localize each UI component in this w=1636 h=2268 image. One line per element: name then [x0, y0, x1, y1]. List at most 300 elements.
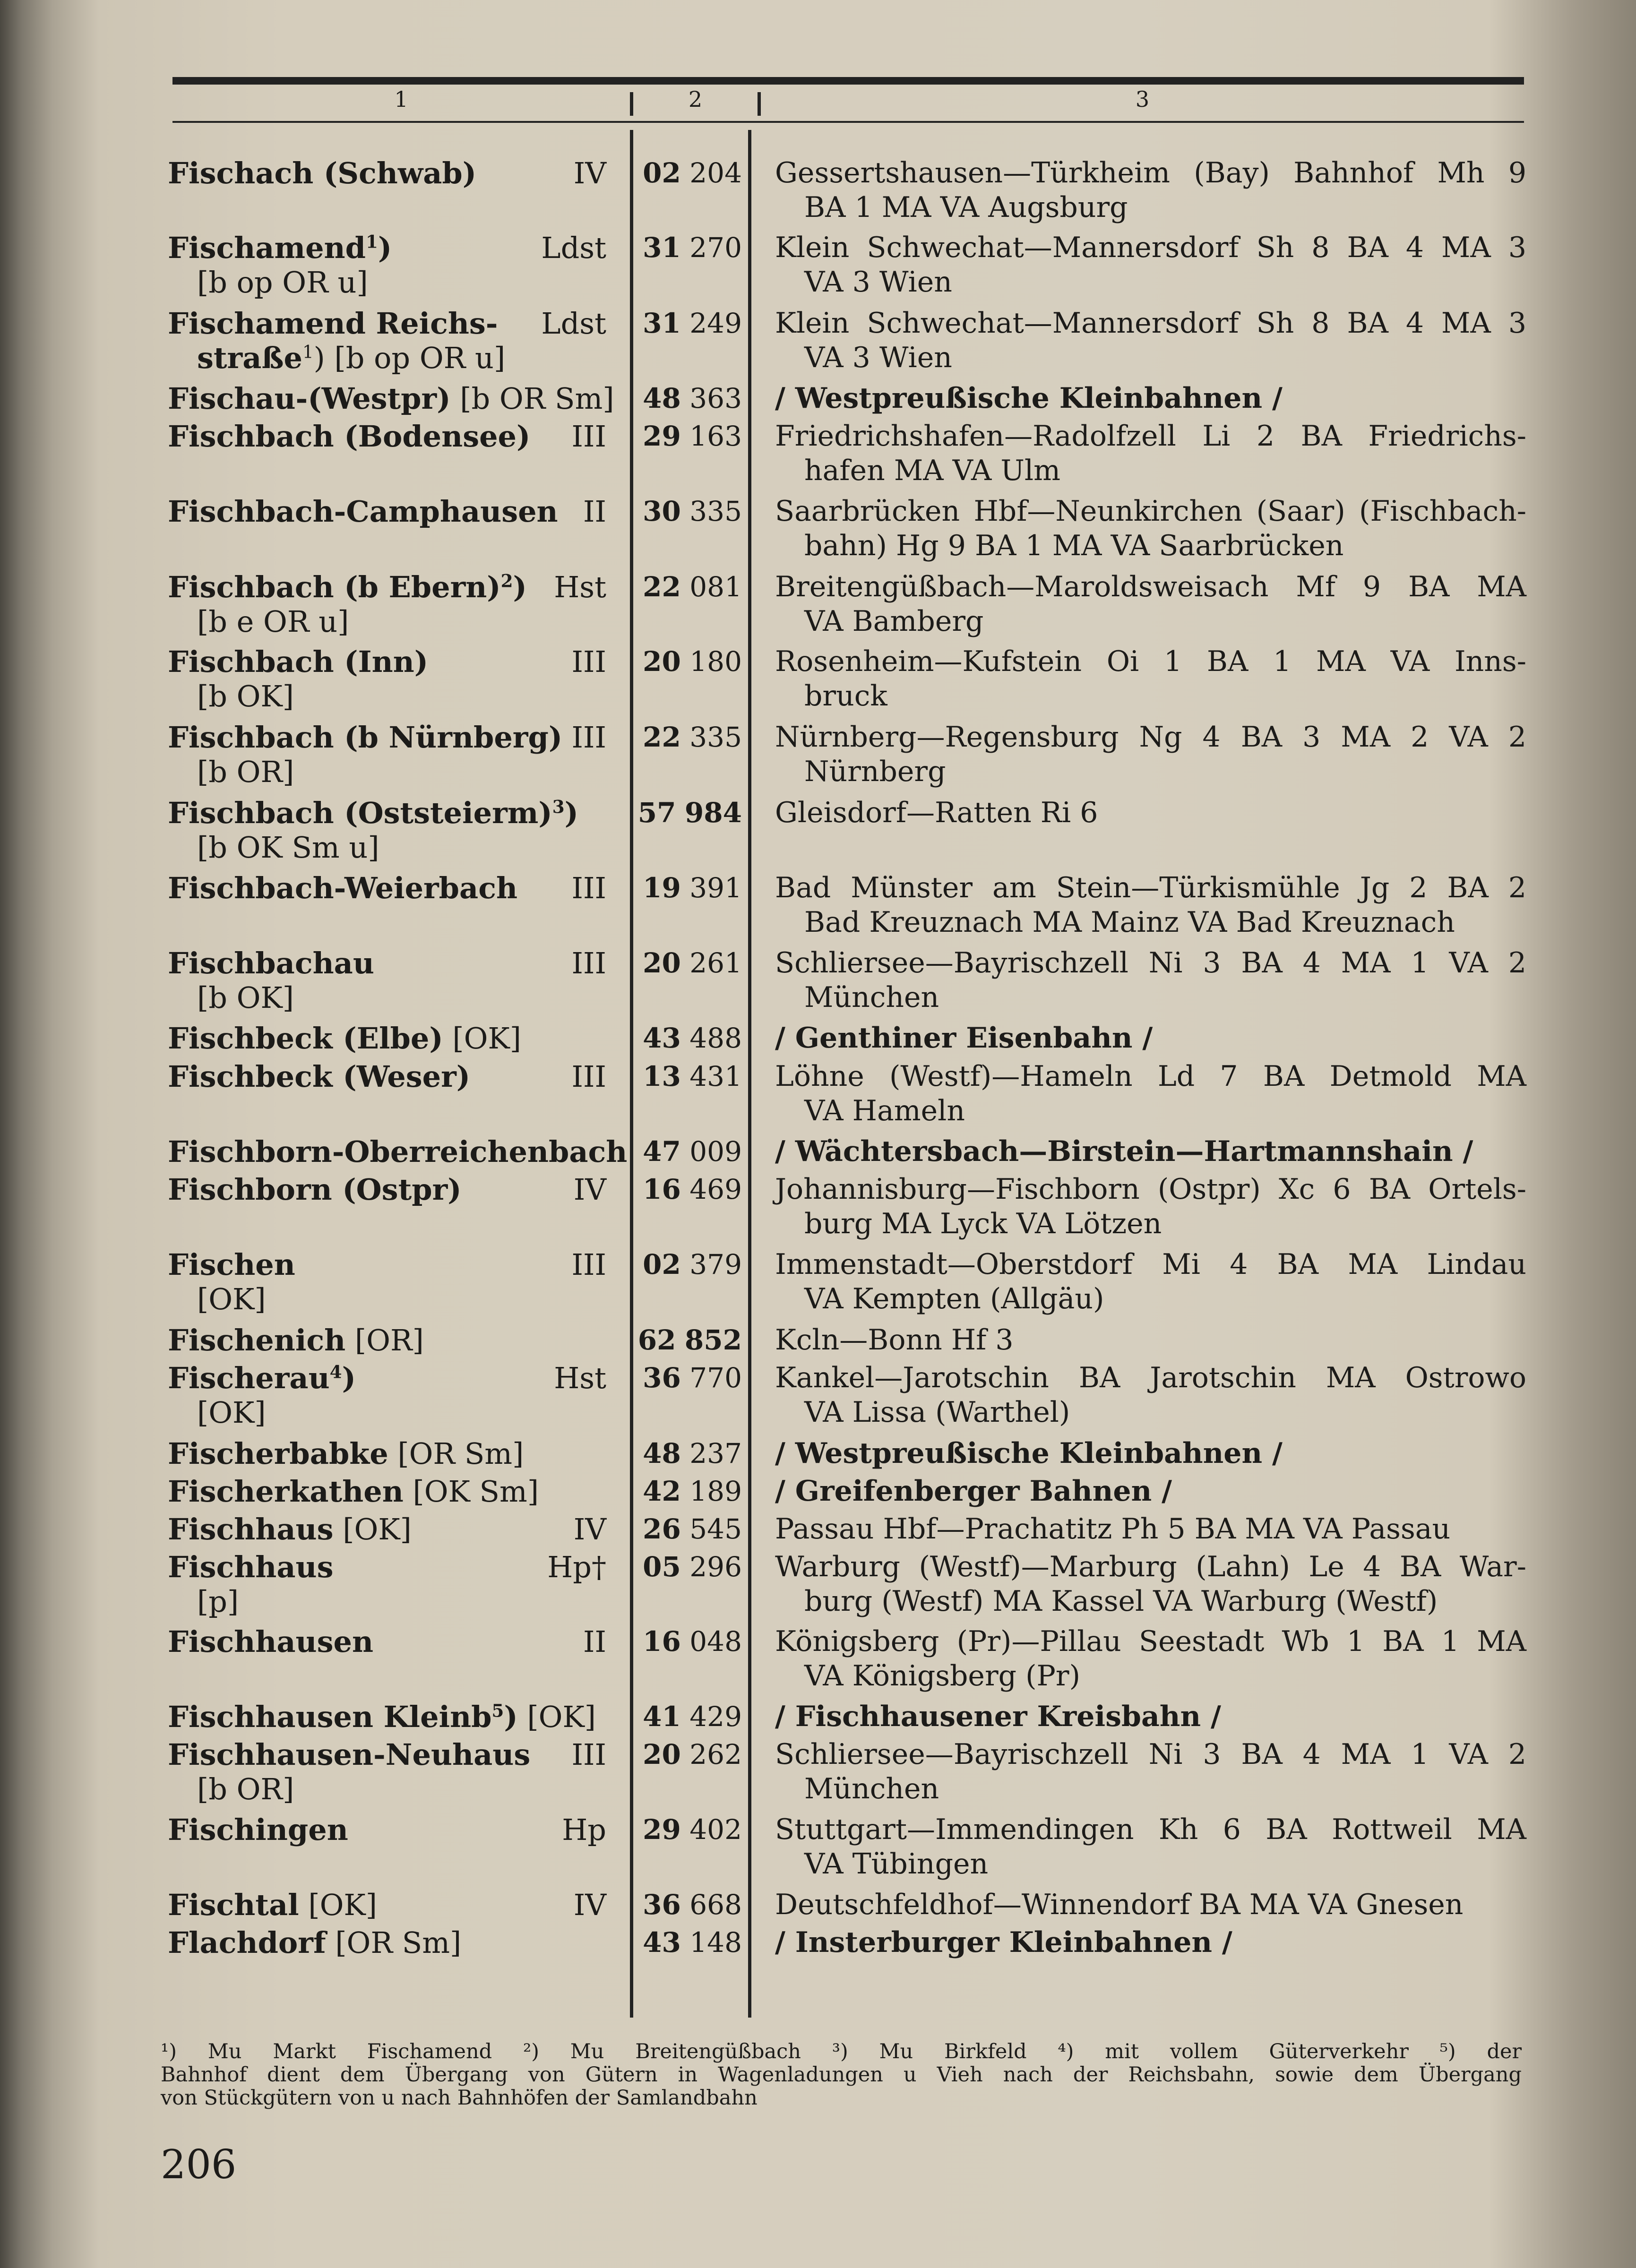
station-number-prefix: 19	[643, 872, 681, 904]
station-flags: ) [b op OR u]	[313, 341, 506, 375]
route-cell	[775, 1436, 1526, 1471]
station-name: Fischerbabke	[168, 1436, 388, 1471]
route-cell	[775, 1737, 1526, 1806]
route-line: / Genthiner Eisenbahn /	[775, 1022, 1153, 1055]
footnote-ref: 3	[552, 796, 565, 817]
station-number-prefix: 29	[643, 420, 681, 452]
footnote-ref-close: )	[378, 231, 392, 265]
station-number	[629, 1247, 742, 1282]
station-name-cell	[168, 419, 606, 454]
station-flags: [OK]	[333, 1512, 412, 1546]
station-number-prefix: 36	[643, 1362, 681, 1394]
station-name: Fischbach (b Ebern)	[168, 570, 501, 604]
footnote-ref-close: )	[564, 796, 578, 830]
station-name: Fischtal	[168, 1888, 299, 1922]
station-name-line	[168, 1247, 606, 1282]
station-number	[629, 1624, 742, 1659]
station-number-prefix: 42	[643, 1475, 681, 1507]
route-cell	[775, 1925, 1526, 1960]
station-name: Fischamend	[168, 231, 366, 265]
station-detail-line	[168, 980, 606, 1015]
station-name-line	[168, 1888, 606, 1922]
footnote-ref: 1	[365, 231, 378, 252]
station-number-suffix: 270	[689, 232, 742, 264]
station-number-prefix: 13	[643, 1060, 681, 1092]
station-name-cell	[168, 1700, 606, 1734]
footnote-ref-close: )	[513, 570, 527, 604]
station-class: III	[571, 1059, 606, 1094]
station-name: Flachdorf	[168, 1925, 326, 1960]
route-cell	[775, 796, 1526, 830]
station-class: IV	[573, 1172, 606, 1207]
route-cell	[775, 1813, 1526, 1881]
route-line: Immenstadt—Oberstdorf Mi 4 BA MA Lindau	[775, 1248, 1526, 1281]
station-number-suffix: 148	[689, 1926, 742, 1959]
station-detail-line	[168, 1395, 606, 1430]
station-detail-line	[168, 1282, 606, 1316]
station-number-suffix: 668	[689, 1889, 742, 1921]
route-cell	[775, 1624, 1526, 1693]
station-number	[629, 156, 742, 190]
footnote-ref: 1	[302, 341, 314, 362]
station-number-suffix: 249	[689, 307, 742, 339]
station-number-suffix: 296	[689, 1551, 742, 1583]
station-number	[629, 1059, 742, 1094]
route-line: Saarbrücken Hbf—Neunkirchen (Saar) (Fischbach-	[775, 495, 1526, 528]
station-number-suffix: 431	[689, 1060, 742, 1092]
station-name: Fischach (Schwab)	[168, 156, 477, 190]
station-name-line	[168, 1512, 606, 1546]
footnote-ref: 2	[500, 570, 513, 592]
station-number-prefix: 36	[643, 1889, 681, 1921]
station-flags: [OK]	[299, 1888, 377, 1922]
station-number-suffix: 852	[684, 1324, 742, 1356]
station-number-suffix: 379	[689, 1248, 742, 1280]
station-name-cell	[168, 306, 606, 375]
station-class: III	[571, 871, 606, 905]
route-line: Johannisburg—Fischborn (Ostpr) Xc 6 BA Ortels-	[775, 1173, 1526, 1206]
station-name-line	[168, 1474, 606, 1509]
station-name: Fischbach (b Nürnberg)	[168, 720, 563, 755]
header-col-3: 3	[1135, 86, 1150, 112]
station-name: Fischbeck (Weser)	[168, 1059, 471, 1094]
route-cell	[775, 1888, 1526, 1922]
station-class: III	[571, 720, 606, 755]
station-name-line	[168, 1059, 606, 1094]
route-line: Gessertshausen—Türkheim (Bay) Bahnhof Mh 9	[775, 156, 1526, 189]
route-cell	[775, 871, 1526, 940]
route-continuation: München	[804, 1772, 939, 1805]
station-number	[629, 1474, 742, 1509]
station-number	[629, 946, 742, 980]
footnote-ref-close: )	[504, 1700, 518, 1734]
route-cell	[775, 231, 1526, 300]
route-continuation: burg MA Lyck VA Lötzen	[804, 1207, 1162, 1240]
station-name-cell	[168, 1737, 606, 1806]
station-number-suffix: 429	[689, 1701, 742, 1733]
station-flags: [b e OR u]	[197, 604, 349, 639]
station-name-cell	[168, 1512, 606, 1546]
footnote-line-2: Bahnhof dient dem Übergang von Gütern in Wagenladungen u Vieh nach der Reichsbahn, sowie dem Übergang	[161, 2063, 1522, 2087]
station-name-cell	[168, 1550, 606, 1619]
station-name-cell	[168, 231, 606, 300]
route-continuation: VA 3 Wien	[804, 266, 952, 299]
route-line: Nürnberg—Regensburg Ng 4 BA 3 MA 2 VA 2	[775, 721, 1526, 754]
station-number	[629, 1021, 742, 1056]
station-name: Fischbach (Oststeierm)	[168, 796, 552, 830]
station-number-prefix: 22	[643, 571, 681, 603]
station-number-suffix: 402	[689, 1813, 742, 1846]
station-flags: [OR]	[345, 1323, 424, 1357]
station-name-line	[168, 1550, 606, 1584]
station-number-prefix: 16	[643, 1173, 681, 1205]
route-continuation: Bad Kreuznach MA Mainz VA Bad Kreuznach	[804, 906, 1455, 939]
station-flags: [OK]	[197, 1282, 266, 1316]
route-cell	[775, 1474, 1526, 1509]
station-number	[629, 1550, 742, 1584]
station-name-cell	[168, 644, 606, 713]
header-divider-2	[758, 92, 761, 116]
footnote-ref: 4	[329, 1361, 342, 1383]
page-number: 206	[161, 2141, 237, 2188]
station-detail-line	[168, 679, 606, 713]
route-line: Löhne (Westf)—Hameln Ld 7 BA Detmold MA	[775, 1060, 1526, 1093]
station-number-suffix: 262	[689, 1738, 742, 1770]
station-number-suffix: 469	[689, 1173, 742, 1205]
station-class: Ldst	[541, 231, 606, 265]
route-line: Schliersee—Bayrischzell Ni 3 BA 4 MA 1 VA 2	[775, 946, 1526, 979]
station-class: IV	[573, 1512, 606, 1546]
station-name-line	[168, 720, 606, 755]
footnote-line-1: ¹) Mu Markt Fischamend ²) Mu Breitengüßbach ³) Mu Birkfeld ⁴) mit vollem Güterverkehr ⁵) der	[161, 2040, 1522, 2063]
station-number	[629, 1134, 742, 1169]
header-divider-1	[630, 92, 633, 116]
station-number	[629, 1512, 742, 1546]
route-line: Königsberg (Pr)—Pillau Seestadt Wb 1 BA 1 MA	[775, 1625, 1526, 1658]
route-continuation: Nürnberg	[804, 755, 946, 788]
station-number-suffix: 189	[689, 1475, 742, 1507]
station-number	[629, 1436, 742, 1471]
station-class: III	[571, 419, 606, 454]
route-line: Stuttgart—Immendingen Kh 6 BA Rottweil MA	[775, 1813, 1526, 1846]
route-line: Bad Münster am Stein—Türkismühle Jg 2 BA 2	[775, 871, 1526, 904]
station-name-cell	[168, 1021, 606, 1056]
station-number-suffix: 335	[689, 721, 742, 753]
station-flags: [OK]	[197, 1395, 266, 1430]
station-name-line	[168, 871, 606, 905]
route-line: Kankel—Jarotschin BA Jarotschin MA Ostrowo	[775, 1361, 1526, 1394]
station-number-suffix: 391	[689, 872, 742, 904]
station-number-prefix: 48	[643, 382, 681, 414]
route-cell	[775, 570, 1526, 639]
station-name-line	[168, 494, 606, 529]
route-cell	[775, 1247, 1526, 1316]
station-number	[629, 1361, 742, 1395]
route-continuation: München	[804, 981, 939, 1014]
station-number	[629, 796, 742, 830]
footnote-line-3: von Stückgütern von u nach Bahnhöfen der Samlandbahn	[161, 2086, 758, 2110]
station-class: Hst	[554, 1361, 606, 1395]
station-class: Hp†	[547, 1550, 606, 1584]
route-line: / Fischhausener Kreisbahn /	[775, 1700, 1221, 1733]
station-number-prefix: 22	[643, 721, 681, 753]
station-class: III	[571, 1737, 606, 1772]
station-name-line	[168, 1737, 606, 1772]
station-name-cell	[168, 1925, 606, 1960]
station-name-cell	[168, 1323, 606, 1357]
station-name-line	[168, 1134, 628, 1169]
station-class: III	[571, 1247, 606, 1282]
route-cell	[775, 1700, 1526, 1734]
station-flags: [OK]	[443, 1021, 521, 1056]
station-flags: [p]	[197, 1584, 239, 1619]
route-cell	[775, 720, 1526, 789]
station-number	[629, 306, 742, 341]
station-name-cell	[168, 796, 606, 865]
station-name-cell	[168, 1624, 606, 1659]
station-number	[629, 1700, 742, 1734]
station-number	[629, 1925, 742, 1960]
station-detail-line	[168, 830, 606, 865]
station-flags: [b OR]	[197, 1772, 294, 1806]
station-name: Fischau-(Westpr)	[168, 381, 451, 416]
station-flags: [OR Sm]	[388, 1436, 524, 1471]
route-continuation: burg (Westf) MA Kassel VA Warburg (Westf)	[804, 1585, 1438, 1618]
station-class: Ldst	[541, 306, 606, 341]
footnote-ref-close: )	[342, 1361, 356, 1395]
table-top-rule	[172, 77, 1524, 85]
route-cell	[775, 306, 1526, 375]
station-number-prefix: 31	[643, 232, 681, 264]
route-line: / Insterburger Kleinbahnen /	[775, 1926, 1232, 1959]
route-continuation: VA Tübingen	[804, 1847, 989, 1881]
station-number-prefix: 48	[643, 1437, 681, 1469]
station-number-prefix: 20	[643, 1738, 681, 1770]
station-detail-line	[168, 755, 606, 789]
station-number	[629, 570, 742, 604]
station-number	[629, 1737, 742, 1772]
station-flags: [b OK]	[197, 980, 294, 1015]
route-cell	[775, 381, 1526, 416]
station-number-prefix: 30	[643, 495, 681, 527]
station-name-cell	[168, 871, 606, 905]
station-name-line	[168, 381, 614, 416]
station-name-cell	[168, 570, 606, 639]
route-line: / Westpreußische Kleinbahnen /	[775, 382, 1283, 415]
station-name: Fischingen	[168, 1813, 348, 1847]
station-flags: [b op OR u]	[197, 265, 368, 300]
station-class: Hst	[554, 570, 606, 604]
station-name: Fischerkathen	[168, 1474, 404, 1509]
route-line: Klein Schwechat—Mannersdorf Sh 8 BA 4 MA 3	[775, 231, 1526, 264]
route-cell	[775, 1361, 1526, 1430]
station-name-line	[168, 156, 606, 190]
station-number-suffix: 545	[689, 1513, 742, 1545]
station-number-prefix: 26	[643, 1513, 681, 1545]
station-name-cell	[168, 1361, 606, 1430]
station-name-line	[168, 1172, 606, 1207]
station-number	[629, 419, 742, 454]
station-number	[629, 1813, 742, 1847]
station-class: Hp	[562, 1813, 606, 1847]
station-detail-line	[168, 1584, 606, 1619]
station-number	[629, 720, 742, 755]
route-continuation: VA Bamberg	[804, 605, 984, 638]
station-flags: [b OR Sm]	[450, 381, 614, 416]
station-name-cell	[168, 494, 606, 529]
station-number-suffix: 363	[689, 382, 742, 414]
station-detail-line	[168, 604, 606, 639]
station-name-line	[168, 570, 606, 604]
station-class: III	[571, 946, 606, 980]
route-continuation: bahn) Hg 9 BA 1 MA VA Saarbrücken	[804, 529, 1344, 562]
station-number-suffix: 984	[684, 797, 742, 829]
station-number-suffix: 488	[689, 1022, 742, 1054]
station-number	[629, 231, 742, 265]
station-flags: [OR Sm]	[326, 1925, 462, 1960]
route-cell	[775, 494, 1526, 563]
station-name: Fischbach (Inn)	[168, 644, 429, 679]
station-name: Fischenich	[168, 1323, 346, 1357]
station-number-prefix: 05	[643, 1551, 681, 1583]
station-name-line	[168, 644, 606, 679]
station-class: III	[571, 644, 606, 679]
station-number-prefix: 43	[643, 1022, 681, 1054]
station-flags: [OK]	[517, 1700, 596, 1734]
station-name: Fischbach-Camphausen	[168, 494, 558, 529]
station-name-cell	[168, 1474, 606, 1509]
station-name-line	[168, 306, 606, 341]
station-number-prefix: 31	[643, 307, 681, 339]
station-number	[629, 494, 742, 529]
station-name: Fischborn (Ostpr)	[168, 1172, 462, 1207]
station-name: Fischhausen	[168, 1624, 374, 1659]
route-cell	[775, 644, 1526, 713]
route-line: Passau Hbf—Prachatitz Ph 5 BA MA VA Passau	[775, 1512, 1451, 1546]
route-line: Schliersee—Bayrischzell Ni 3 BA 4 MA 1 VA 2	[775, 1738, 1526, 1771]
station-flags: [b OR]	[197, 755, 294, 789]
station-name: Fischamend Reichs-	[168, 306, 498, 341]
column-divider-2	[748, 130, 751, 2018]
station-name-cell	[168, 1172, 606, 1207]
station-name: Fischbach (Bodensee)	[168, 419, 531, 454]
station-number	[629, 381, 742, 416]
station-number-prefix: 57	[637, 797, 676, 829]
header-col-1: 1	[394, 86, 408, 112]
station-number	[629, 1172, 742, 1207]
station-name: Fischhausen-Neuhaus	[168, 1737, 531, 1772]
station-name: Fischhaus	[168, 1550, 334, 1584]
station-number-suffix: 180	[689, 645, 742, 678]
footnote-ref: 5	[491, 1700, 504, 1721]
header-bottom-rule	[172, 121, 1524, 123]
station-name-line	[168, 1021, 606, 1056]
route-continuation: VA 3 Wien	[804, 341, 952, 374]
header-col-2: 2	[688, 86, 703, 112]
station-class: II	[583, 494, 606, 529]
station-name-cell	[168, 381, 614, 416]
station-name-line	[168, 946, 606, 980]
station-class: IV	[573, 156, 606, 190]
station-number-prefix: 02	[643, 157, 681, 189]
route-cell	[775, 1021, 1526, 1056]
route-cell	[775, 1550, 1526, 1619]
station-number-prefix: 02	[643, 1248, 681, 1280]
station-detail-line	[168, 1772, 606, 1806]
route-cell	[775, 946, 1526, 1015]
route-line: Klein Schwechat—Mannersdorf Sh 8 BA 4 MA 3	[775, 307, 1526, 340]
route-line: / Wächtersbach—Birstein—Hartmannshain /	[775, 1135, 1473, 1168]
route-line: Gleisdorf—Ratten Ri 6	[775, 796, 1098, 829]
station-name-line	[168, 1700, 606, 1734]
route-continuation: VA Königsberg (Pr)	[804, 1659, 1080, 1692]
station-name-cell	[168, 1436, 606, 1471]
station-name: Fischhausen Kleinb	[168, 1700, 492, 1734]
station-name: Fischhaus	[168, 1512, 334, 1546]
station-number-suffix: 261	[689, 947, 742, 979]
route-line: Kсln—Bonn Hf 3	[775, 1323, 1014, 1357]
station-number-suffix: 009	[689, 1135, 742, 1168]
route-cell	[775, 1512, 1526, 1546]
station-flags: straße	[197, 341, 302, 375]
station-detail-line	[168, 341, 606, 375]
station-number-suffix: 163	[689, 420, 742, 452]
station-name: Fischborn-Oberreichenbach	[168, 1134, 628, 1169]
station-number	[629, 1888, 742, 1922]
station-name-cell	[168, 1813, 606, 1847]
route-line: Friedrichshafen—Radolfzell Li 2 BA Friedrichs-	[775, 420, 1526, 453]
station-name-cell	[168, 1134, 628, 1169]
station-class: IV	[573, 1888, 606, 1922]
route-cell	[775, 419, 1526, 488]
station-name-cell	[168, 1247, 606, 1316]
route-line: Warburg (Westf)—Marburg (Lahn) Le 4 BA War-	[775, 1550, 1526, 1583]
station-number-prefix: 20	[643, 645, 681, 678]
route-continuation: BA 1 MA VA Augsburg	[804, 191, 1128, 224]
station-class: II	[583, 1624, 606, 1659]
route-line: / Greifenberger Bahnen /	[775, 1475, 1172, 1508]
station-name-line	[168, 1361, 606, 1395]
station-number-suffix: 237	[689, 1437, 742, 1469]
station-detail-line	[168, 265, 606, 300]
station-name-cell	[168, 720, 606, 789]
station-flags: [b OK]	[197, 679, 294, 713]
station-name-cell	[168, 946, 606, 1015]
station-number	[629, 1323, 742, 1357]
station-name-cell	[168, 1059, 606, 1094]
station-name-line	[168, 1436, 606, 1471]
route-line: Breitengüßbach—Maroldsweisach Mf 9 BA MA	[775, 570, 1526, 603]
station-name: Fischerau	[168, 1361, 330, 1395]
route-continuation: VA Kempten (Allgäu)	[804, 1282, 1104, 1315]
station-number-prefix: 62	[637, 1324, 676, 1356]
route-cell	[775, 1323, 1526, 1357]
route-continuation: VA Hameln	[804, 1094, 965, 1127]
station-number-suffix: 204	[689, 157, 742, 189]
station-name-line	[168, 419, 606, 454]
station-number	[629, 871, 742, 905]
station-number-prefix: 43	[643, 1926, 681, 1959]
station-flags: [OK Sm]	[403, 1474, 539, 1509]
station-number-prefix: 16	[643, 1625, 681, 1658]
station-name-line	[168, 1925, 606, 1960]
station-name-line	[168, 1624, 606, 1659]
route-cell	[775, 1059, 1526, 1128]
route-line: / Westpreußische Kleinbahnen /	[775, 1437, 1283, 1470]
route-cell	[775, 1134, 1526, 1169]
footnotes	[161, 2040, 1522, 2110]
station-name-line	[168, 231, 606, 265]
